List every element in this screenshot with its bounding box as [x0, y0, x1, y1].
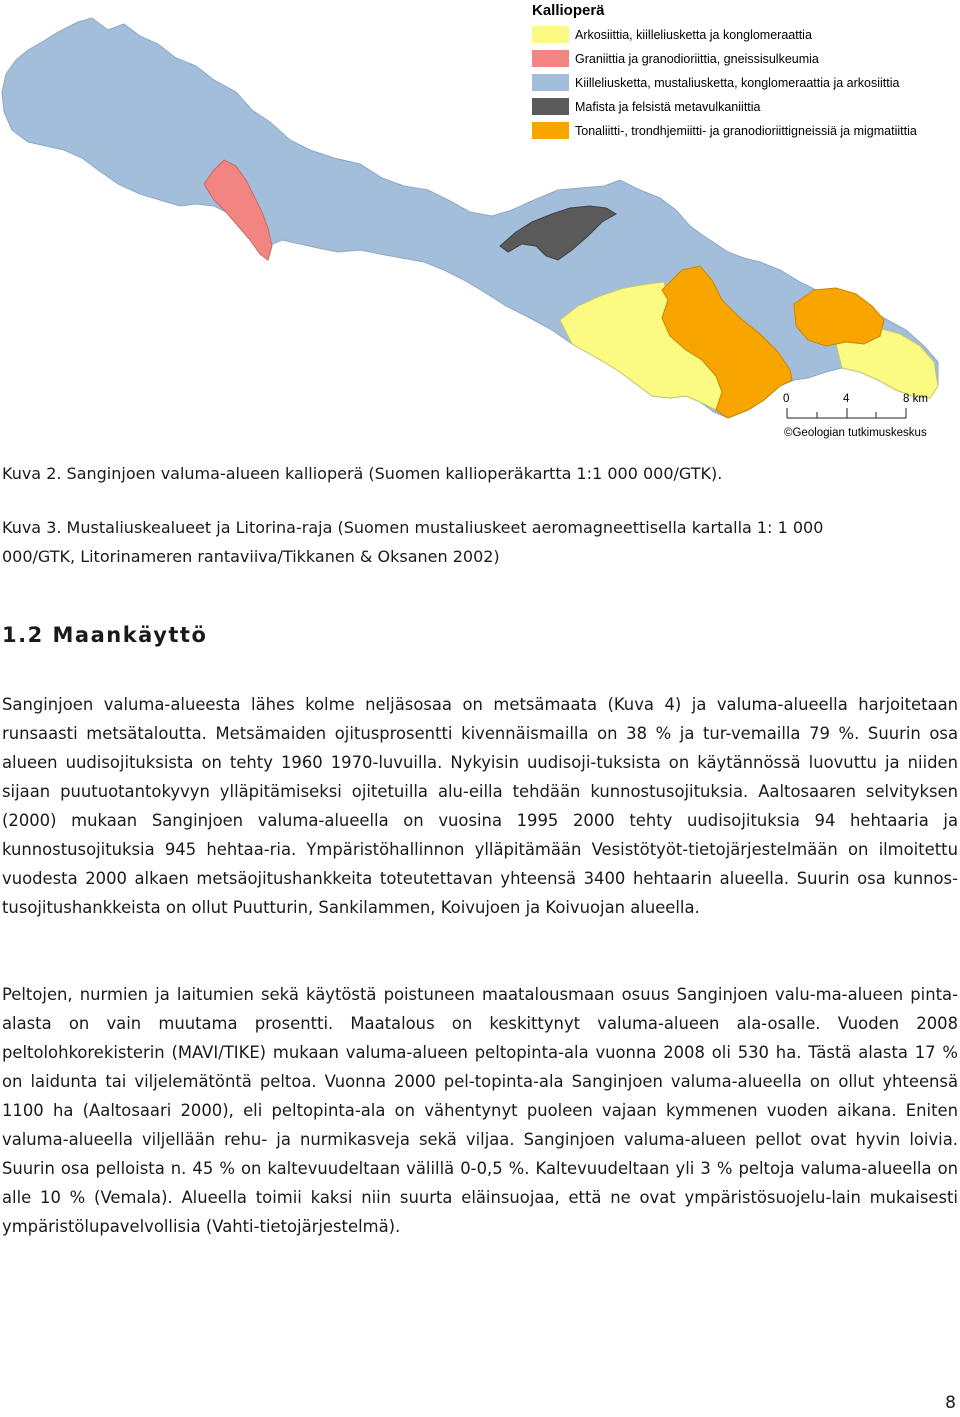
scale-label-4: 4	[843, 393, 850, 405]
legend-swatch-kiilleliuske	[532, 74, 569, 91]
section-heading: 1.2 Maankäyttö	[2, 623, 208, 647]
page-number: 8	[945, 1393, 956, 1413]
legend-swatch-arkosiitti	[532, 26, 569, 43]
legend	[532, 26, 917, 139]
legend-swatch-tonaliitti	[532, 122, 569, 139]
figure-caption-kuva2: Kuva 2. Sanginjoen valuma-alueen kallioperä (Suomen kallioperäkartta 1:1 000 000/GTK).	[2, 464, 723, 483]
figure-caption-kuva3-line2: 000/GTK, Litorinameren rantaviiva/Tikkanen & Oksanen 2002)	[2, 547, 500, 566]
map-region-tonaliitti-east	[794, 288, 884, 346]
legend-label: Arkosiittia, kiilleliusketta ja konglomeraattia	[575, 28, 812, 42]
scale-label-0: 0	[783, 393, 790, 405]
paragraph-forestry: Sanginjoen valuma-alueesta lähes kolme neljäsosaa on metsämaata (Kuva 4) ja valuma-alueella harjoitetaan runsaasti metsätaloutta. Metsämaiden ojitusprosentti kivennäismailla on 38 % ja tur-vemailla 79 %. Suurin osa alueen uudisojituksista on tehty 1960 1970-luvuilla. Nykyisin uudisoji-tuksista on käytännössä luovuttu ja niiden sijaan puutuotantokyvyn ylläpitämiseksi ojitetuilla alu-eilla tehdään kunnostusojituksia. Aaltosaaren selvityksen (2000) mukaan Sanginjoen valuma-alueella on vuosina 1995 2000 tehty uudisojituksia 94 hehtaaria ja kunnostusojituksia 945 hehtaa-ria. Ympäristöhallinnon ylläpitämään Vesistötyöt-tietojärjestelmään on ilmoitettu vuodesta 2000 alkaen metsäojitushankkeita toteutettavan yhteensä 3400 hehtaarin alueella. Suurin osa kunnos-tusojitushankkeista on ollut Puutturin, Sankilammen, Koivujoen ja Koivuojan alueella.	[2, 695, 958, 917]
map-credit: ©Geologian tutkimuskeskus	[784, 427, 927, 439]
legend-label: Kiilleliusketta, mustaliusketta, konglomeraattia ja arkosiittia	[575, 76, 900, 90]
legend-label: Graniittia ja granodioriittia, gneissisulkeumia	[575, 52, 819, 66]
legend-label: Mafista ja felsistä metavulkaniittia	[575, 100, 761, 114]
paragraph-agriculture: Peltojen, nurmien ja laitumien sekä käytöstä poistuneen maatalousmaan osuus Sanginjoen valu-ma-alueen pinta-alasta on vain muutama prosentti. Maatalous on keskittynyt valuma-alueen ala-osalle. Vuoden 2008 peltolohkorekisterin (MAVI/TIKE) mukaan valuma-alueen peltopinta-ala vuonna 2008 oli 530 ha. Tästä alasta 17 % on laidunta tai viljelemätöntä peltoa. Vuonna 2000 pel-topinta-ala Sanginjoen valuma-alueella on ollut yhteensä 1100 ha (Aaltosaari 2000), eli peltopinta-ala on vähentynyt puoleen vajaan kymmenen vuoden aikana. Eniten valuma-alueella viljellään rehu- ja nurmikasveja sekä viljaa. Sanginjoen valuma-alueen pellot ovat hyvin loivia. Suurin osa pelloista n. 45 % on kaltevuudeltaan välillä 0-0,5 %. Kaltevuudeltaan yli 3 % peltoja valuma-alueella on alle 10 % (Vemala). Alueella toimii kaksi niin suurta eläinsuojaa, että ne ovat ympäristösuojelu-lain mukaisesti ympäristölupavelvollisia (Vahti-tietojärjestelmä).	[2, 985, 958, 1236]
legend-title: Kallioperä	[532, 2, 605, 19]
legend-swatch-metavulkaniitti	[532, 98, 569, 115]
geology-map	[0, 0, 960, 450]
scale-bar	[787, 408, 906, 418]
legend-label: Tonaliitti-, trondhjemiitti- ja granodioriittigneissiä ja migmatiittia	[575, 124, 917, 138]
figure-caption-kuva3-line1: Kuva 3. Mustaliuskealueet ja Litorina-raja (Suomen mustaliuskeet aeromagneettisella kartalla 1: 1 000	[2, 518, 824, 537]
scale-label-8km: 8 km	[903, 393, 928, 405]
legend-swatch-graniitti	[532, 50, 569, 67]
